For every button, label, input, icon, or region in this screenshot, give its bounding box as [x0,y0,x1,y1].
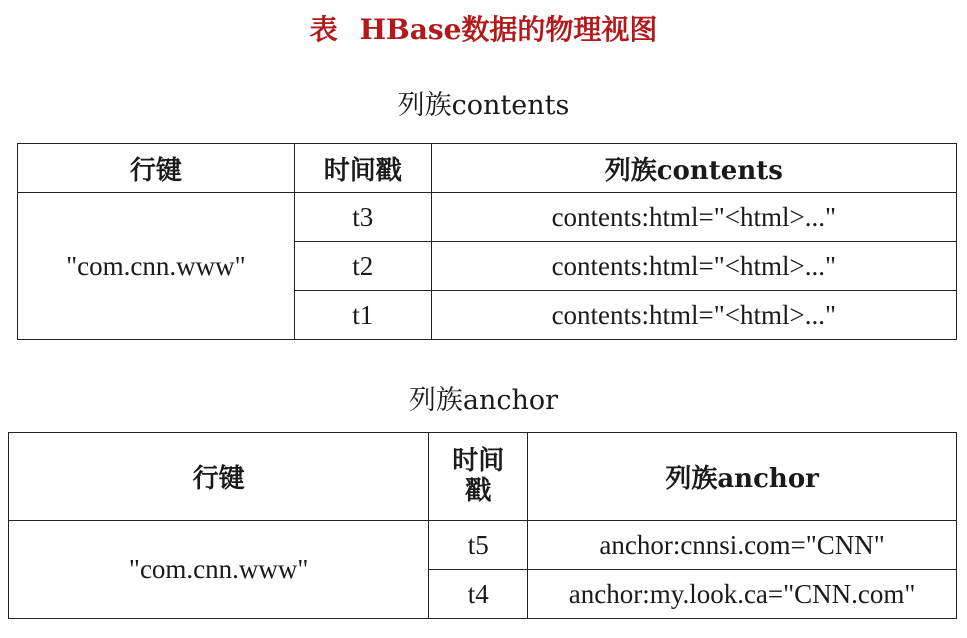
header-row-key: 行键 [18,144,295,193]
value-cell: contents:html="<html>..." [431,291,956,340]
table2-caption: 列族anchor [408,385,559,416]
row-key-cell: "com.cnn.www" [18,193,295,340]
timestamp-cell: t3 [294,193,431,242]
header-timestamp-line1: 时间 [452,445,505,476]
title-prefix: 表 [309,13,338,46]
value-cell: anchor:my.look.ca="CNN.com" [528,570,957,619]
header-column-family: 列族anchor [528,433,957,521]
header-timestamp [429,433,528,521]
timestamp-cell: t2 [294,242,431,291]
header-row-key: 行键 [9,433,429,521]
header-column-family: 列族contents [431,144,956,193]
timestamp-cell: t5 [429,521,528,570]
anchor-family-table [8,432,957,619]
header-timestamp: 时间戳 [294,144,431,193]
timestamp-cell: t1 [294,291,431,340]
timestamp-cell: t4 [429,570,528,619]
value-cell: contents:html="<html>..." [431,193,956,242]
contents-family-table [17,143,957,340]
value-cell: anchor:cnnsi.com="CNN" [528,521,957,570]
table-header-row [18,144,957,193]
header-timestamp-line2: 戳 [465,475,492,506]
value-cell: contents:html="<html>..." [431,242,956,291]
row-key-cell: "com.cnn.www" [9,521,429,619]
table1-caption: 列族contents [397,90,570,121]
title-main: HBase数据的物理视图 [359,13,658,46]
table-row [18,193,957,242]
table-row [9,521,957,570]
page-title [0,8,967,48]
table-header-row [9,433,957,521]
